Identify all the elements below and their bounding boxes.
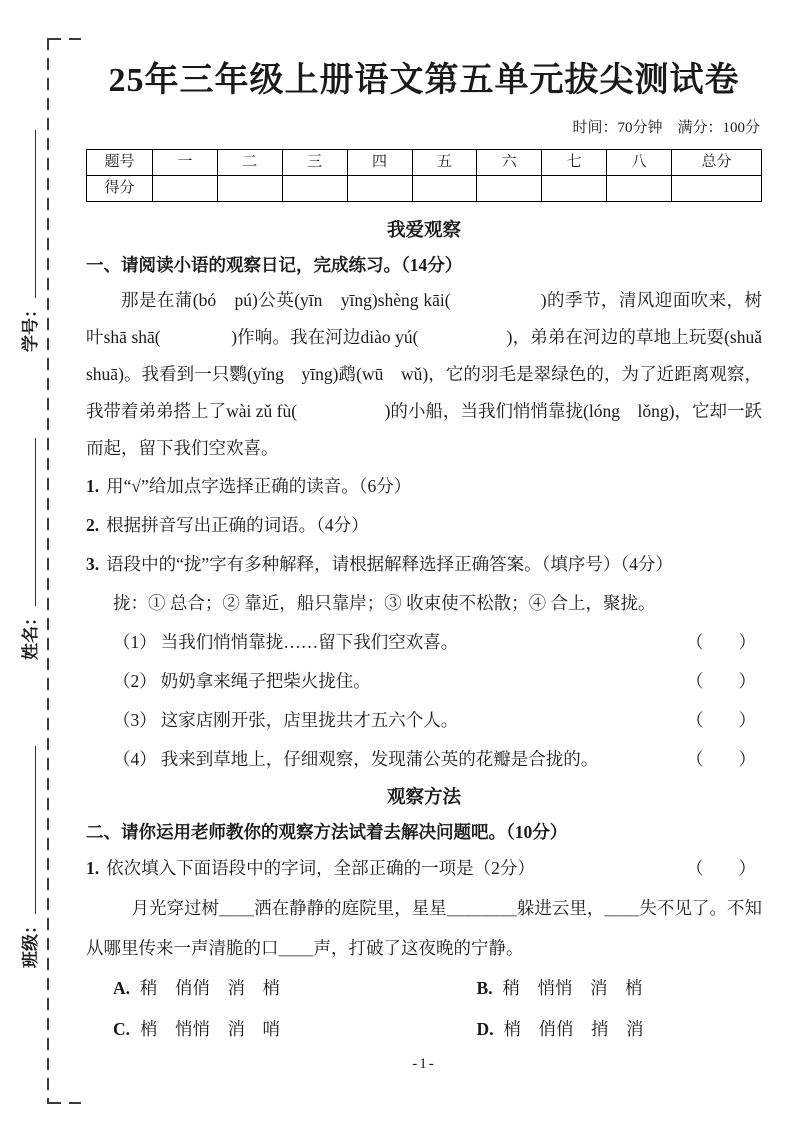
score-table-score-row — [87, 175, 762, 201]
score-table-header-cell: 三 — [282, 149, 347, 175]
answer-parentheses: （ ） — [686, 631, 756, 652]
sub-question-number: 1. — [86, 475, 100, 496]
sub-question-number: 2. — [86, 514, 100, 535]
score-table-header-row — [87, 149, 762, 175]
score-table-header-cell: 一 — [153, 149, 218, 175]
interpretation-item-4 — [86, 740, 762, 779]
paper-content — [86, 58, 780, 1073]
score-empty-cell — [542, 175, 607, 201]
answer-parentheses: （ ） — [686, 670, 756, 691]
dashed-seal-line-bottom-stub — [49, 1102, 85, 1104]
option-d — [476, 1009, 762, 1050]
option-a — [113, 968, 476, 1009]
option-letter: B. — [476, 977, 493, 998]
student-name-field — [16, 404, 41, 660]
mcq-stem — [86, 849, 762, 888]
dashed-seal-line — [47, 38, 49, 1104]
score-table-header-cell: 七 — [542, 149, 607, 175]
score-empty-cell — [282, 175, 347, 201]
time-and-score-info: 时间：70分钟 满分：100分 — [572, 119, 760, 136]
answer-parentheses: （ ） — [686, 709, 756, 730]
score-row-label: 得分 — [87, 175, 153, 201]
score-table-header-cell: 题号 — [87, 149, 153, 175]
option-text: 稍 俏俏 消 梢 — [140, 977, 281, 998]
option-text: 稍 悄悄 消 梢 — [502, 977, 643, 998]
cloze-passage: 月光穿过树＿＿洒在静静的庭院里，星星＿＿＿＿躲进云里，＿＿失不见了。不知从哪里传来一声清脆的口＿＿声，打破了这夜晚的宁静。 — [86, 897, 762, 958]
answer-parentheses: （ ） — [686, 857, 756, 878]
sub-question-text: 语段中的“拢”字有多种解释，请根据解释选择正确答案。（填序号）（4分） — [106, 553, 673, 574]
interpretation-item-1 — [86, 623, 762, 662]
student-name-label: 姓名： — [21, 609, 40, 660]
item-text: （4） 我来到草地上，仔细观察，发现蒲公英的花瓣是合拢的。 — [113, 748, 599, 769]
question-2-header: 二、请你运用老师教你的观察方法试着去解决问题吧。（10分） — [86, 821, 568, 842]
score-table-header-cell: 总分 — [672, 149, 762, 175]
score-empty-cell — [217, 175, 282, 201]
score-empty-cell — [153, 175, 218, 201]
option-c — [113, 1009, 476, 1050]
option-b — [476, 968, 762, 1009]
score-empty-cell — [672, 175, 762, 201]
item-text: （3） 这家店刚开张，店里拢共才五六个人。 — [113, 709, 459, 730]
sub-question-1-3 — [86, 545, 762, 584]
item-text: （2） 奶奶拿来绳子把柴火拢住。 — [113, 670, 371, 691]
sub-question-text: 用“√”给加点字选择正确的读音。（6分） — [106, 475, 412, 496]
score-table-header-cell: 四 — [347, 149, 412, 175]
score-empty-cell — [607, 175, 672, 201]
sub-question-1-2 — [86, 506, 762, 545]
sub-question-1-1 — [86, 467, 762, 506]
answer-parentheses: （ ） — [686, 748, 756, 769]
score-table-header-cell: 八 — [607, 149, 672, 175]
score-empty-cell — [477, 175, 542, 201]
reading-passage: 那是在蒲(bó pú)公英(yīn yīng)shèng kāi( )的季节，清风迎面吹来，树叶shā shā( )作响。我在河边diào yú( )，弟弟在河边的草地上玩耍(shuǎ shuā)。我看到一只鹦(yǐng yīng)鹉(wū wǔ)，它的羽毛是翠绿色的，为了近距离观察，我带着弟弟搭上了wài zǔ fù( )的小船，当我们悄悄靠拢(lóng lǒng)，它却一跃而起，留下我们空欢喜。 — [86, 289, 780, 458]
score-table-header-cell: 六 — [477, 149, 542, 175]
score-empty-cell — [412, 175, 477, 201]
score-empty-cell — [347, 175, 412, 201]
option-letter: A. — [113, 977, 131, 998]
student-name-blank — [22, 438, 36, 606]
paper-title: 25年三年级上册语文第五单元拔尖测试卷 — [108, 62, 740, 99]
score-table — [86, 149, 762, 202]
class-field — [16, 712, 41, 968]
student-id-label: 学号： — [21, 301, 40, 352]
student-id-blank — [22, 130, 36, 298]
sub-question-number: 3. — [86, 553, 100, 574]
mcq-stem-text: 1. 依次填入下面语段中的字词，全部正确的一项是（2分） — [86, 857, 535, 878]
interpretation-item-3 — [86, 701, 762, 740]
score-table-header-cell: 二 — [217, 149, 282, 175]
option-letter: D. — [476, 1018, 494, 1039]
student-id-field — [16, 96, 41, 352]
option-text: 梢 俏俏 捎 消 — [503, 1018, 644, 1039]
section-heading-observe: 我爱观察 — [386, 220, 461, 241]
mcq-options — [86, 968, 762, 1050]
page-number: -1- — [412, 1055, 436, 1072]
section-heading-method: 观察方法 — [386, 787, 461, 808]
definitions-line: 拢：① 总合；② 靠近，船只靠岸；③ 收束使不松散；④ 合上，聚拢。 — [113, 592, 656, 613]
sub-question-text: 根据拼音写出正确的词语。（4分） — [106, 514, 369, 535]
option-letter: C. — [113, 1018, 131, 1039]
class-label: 班级： — [21, 917, 40, 968]
question-1-header: 一、请阅读小语的观察日记，完成练习。（14分） — [86, 254, 463, 275]
class-blank — [22, 746, 36, 914]
interpretation-item-2 — [86, 662, 762, 701]
item-text: （1） 当我们悄悄靠拢……留下我们空欢喜。 — [113, 631, 459, 652]
option-text: 梢 悄悄 消 哨 — [140, 1018, 281, 1039]
dashed-seal-line-top-stub — [49, 38, 85, 40]
score-table-header-cell: 五 — [412, 149, 477, 175]
